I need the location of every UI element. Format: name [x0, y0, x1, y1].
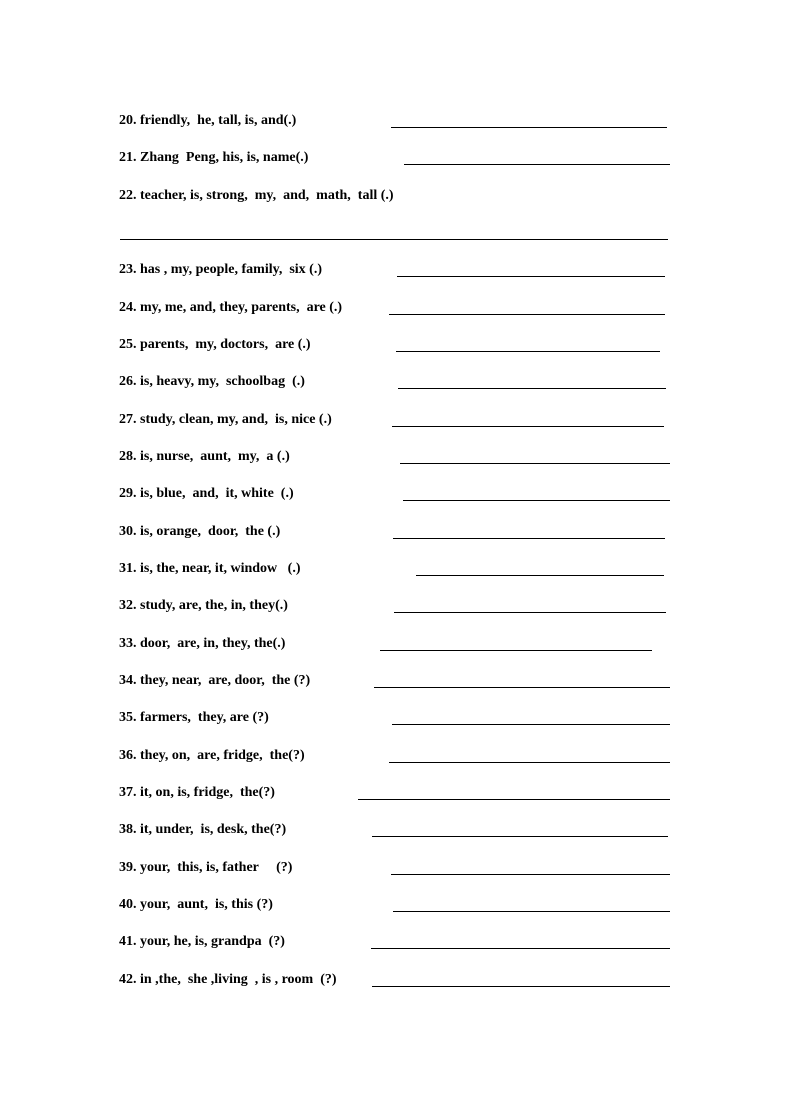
- question-33: 33. door, are, in, they, the(.): [119, 636, 286, 651]
- answer-line-21[interactable]: [404, 164, 670, 165]
- question-21: 21. Zhang Peng, his, is, name(.): [119, 150, 309, 165]
- answer-line-41[interactable]: [371, 948, 670, 949]
- question-42: 42. in ,the, she ,living , is , room (?): [119, 972, 337, 987]
- answer-line-25[interactable]: [396, 351, 660, 352]
- question-22: 22. teacher, is, strong, my, and, math, tall (.): [119, 188, 394, 203]
- answer-line-42[interactable]: [372, 986, 670, 987]
- answer-line-40[interactable]: [393, 911, 670, 912]
- answer-line-24[interactable]: [389, 314, 665, 315]
- answer-line-36[interactable]: [389, 762, 670, 763]
- answer-line-33[interactable]: [380, 650, 652, 651]
- question-32: 32. study, are, the, in, they(.): [119, 598, 288, 613]
- answer-line-30[interactable]: [393, 538, 665, 539]
- question-40: 40. your, aunt, is, this (?): [119, 897, 273, 912]
- answer-line-35[interactable]: [392, 724, 670, 725]
- answer-line-29[interactable]: [403, 500, 670, 501]
- question-35: 35. farmers, they, are (?): [119, 710, 269, 725]
- question-23: 23. has , my, people, family, six (.): [119, 262, 323, 277]
- question-28: 28. is, nurse, aunt, my, a (.): [119, 449, 290, 464]
- answer-line-27[interactable]: [392, 426, 664, 427]
- answer-line-31[interactable]: [416, 575, 664, 576]
- answer-line-38[interactable]: [372, 836, 668, 837]
- question-41: 41. your, he, is, grandpa (?): [119, 934, 285, 949]
- question-39: 39. your, this, is, father (?): [119, 860, 293, 875]
- question-31: 31. is, the, near, it, window (.): [119, 561, 301, 576]
- answer-line-20[interactable]: [391, 127, 667, 128]
- answer-line-32[interactable]: [394, 612, 666, 613]
- answer-line-28[interactable]: [400, 463, 670, 464]
- question-27: 27. study, clean, my, and, is, nice (.): [119, 412, 332, 427]
- question-20: 20. friendly, he, tall, is, and(.): [119, 113, 297, 128]
- question-30: 30. is, orange, door, the (.): [119, 524, 281, 539]
- answer-line-26[interactable]: [398, 388, 666, 389]
- question-29: 29. is, blue, and, it, white (.): [119, 486, 294, 501]
- question-26: 26. is, heavy, my, schoolbag (.): [119, 374, 305, 389]
- answer-line-23[interactable]: [397, 276, 665, 277]
- answer-line-39[interactable]: [391, 874, 670, 875]
- question-25: 25. parents, my, doctors, are (.): [119, 337, 311, 352]
- answer-line-22[interactable]: [120, 239, 668, 240]
- question-36: 36. they, on, are, fridge, the(?): [119, 748, 305, 763]
- answer-line-34[interactable]: [374, 687, 670, 688]
- question-38: 38. it, under, is, desk, the(?): [119, 822, 287, 837]
- question-37: 37. it, on, is, fridge, the(?): [119, 785, 275, 800]
- question-24: 24. my, me, and, they, parents, are (.): [119, 300, 343, 315]
- answer-line-37[interactable]: [358, 799, 670, 800]
- question-34: 34. they, near, are, door, the (?): [119, 673, 311, 688]
